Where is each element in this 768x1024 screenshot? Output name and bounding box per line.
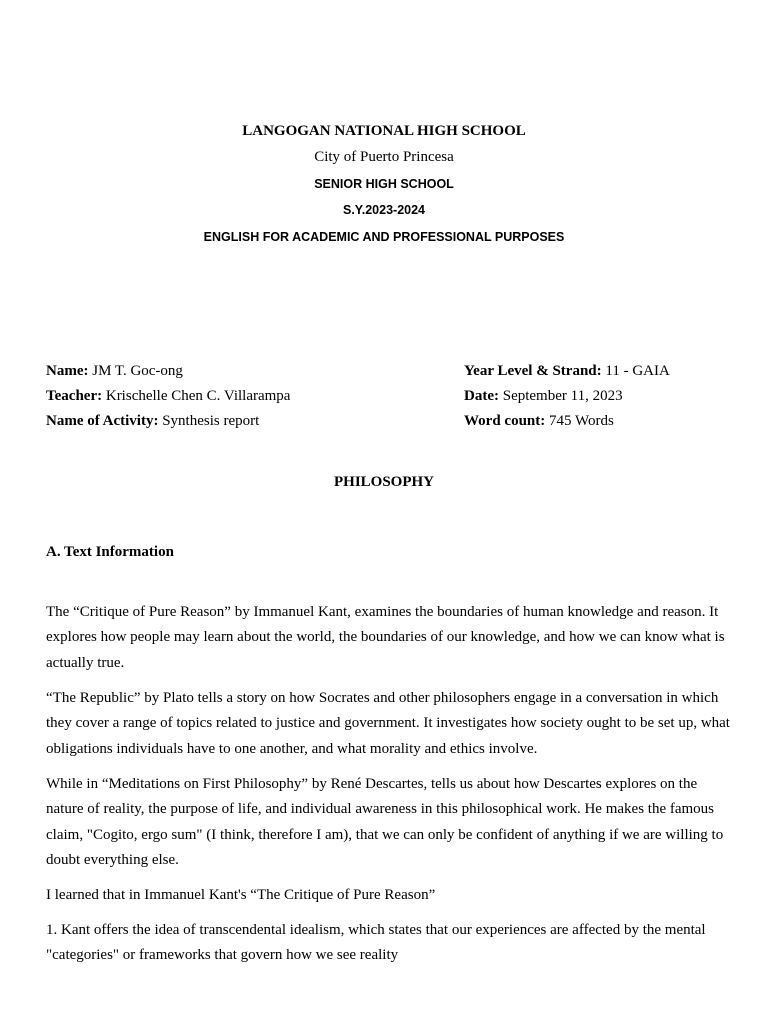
date-label: Date: bbox=[464, 388, 499, 404]
paragraph: “The Republic” by Plato tells a story on how Socrates and other philosophers engage in a conversation in which they cover a range of topics related to justice and government. It investigates how society ought to be set up, what obligations individuals have to one another, and what morality and ethics involve. bbox=[46, 690, 730, 757]
school-year: S.Y.2023-2024 bbox=[342, 203, 425, 217]
paragraph: I learned that in Immanuel Kant's “The Critique of Pure Reason” bbox=[46, 887, 436, 903]
page-title: PHILOSOPHY bbox=[333, 474, 434, 490]
activity-label: Name of Activity: bbox=[46, 413, 159, 429]
year-label: Year Level & Strand: bbox=[464, 363, 602, 379]
info-year-level bbox=[464, 363, 670, 380]
info-teacher bbox=[46, 388, 290, 405]
info-activity bbox=[46, 413, 259, 430]
teacher-label: Teacher: bbox=[46, 388, 103, 404]
paragraph: 1. Kant offers the idea of transcendental idealism, which states that our experiences are affected by the mental "categories" or frameworks that govern how we see reality bbox=[46, 922, 706, 964]
paragraph: The “Critique of Pure Reason” by Immanuel Kant, examines the boundaries of human knowledge and reason. It explores how people may learn about the world, the boundaries of our knowledge, and how we can know what is actually true. bbox=[46, 604, 725, 671]
name-label: Name: bbox=[46, 363, 89, 379]
info-word-count bbox=[464, 413, 614, 430]
wordcount-value: 745 Words bbox=[549, 413, 614, 429]
school-level: SENIOR HIGH SCHOOL bbox=[314, 177, 454, 191]
info-date bbox=[464, 388, 623, 405]
date-value: September 11, 2023 bbox=[502, 388, 623, 404]
paragraph: While in “Meditations on First Philosophy” by René Descartes, tells us about how Descartes explores on the nature of reality, the purpose of life, and individual awareness in this philosophical work. He makes the famous claim, "Cogito, ergo sum" (I think, therefore I am), that we can only be confident of anything if we are willing to doubt everything else. bbox=[46, 776, 724, 868]
activity-value: Synthesis report bbox=[162, 413, 260, 429]
info-name bbox=[46, 363, 183, 380]
year-value: 11 - GAIA bbox=[605, 363, 670, 379]
teacher-value: Krischelle Chen C. Villarampa bbox=[105, 388, 291, 404]
subject-title: ENGLISH FOR ACADEMIC AND PROFESSIONAL PURPOSES bbox=[203, 230, 565, 244]
city-name: City of Puerto Princesa bbox=[314, 149, 454, 165]
name-value: JM T. Goc-ong bbox=[92, 363, 183, 379]
wordcount-label: Word count: bbox=[464, 413, 546, 429]
school-name: LANGOGAN NATIONAL HIGH SCHOOL bbox=[242, 123, 526, 139]
section-heading: A. Text Information bbox=[46, 544, 174, 560]
